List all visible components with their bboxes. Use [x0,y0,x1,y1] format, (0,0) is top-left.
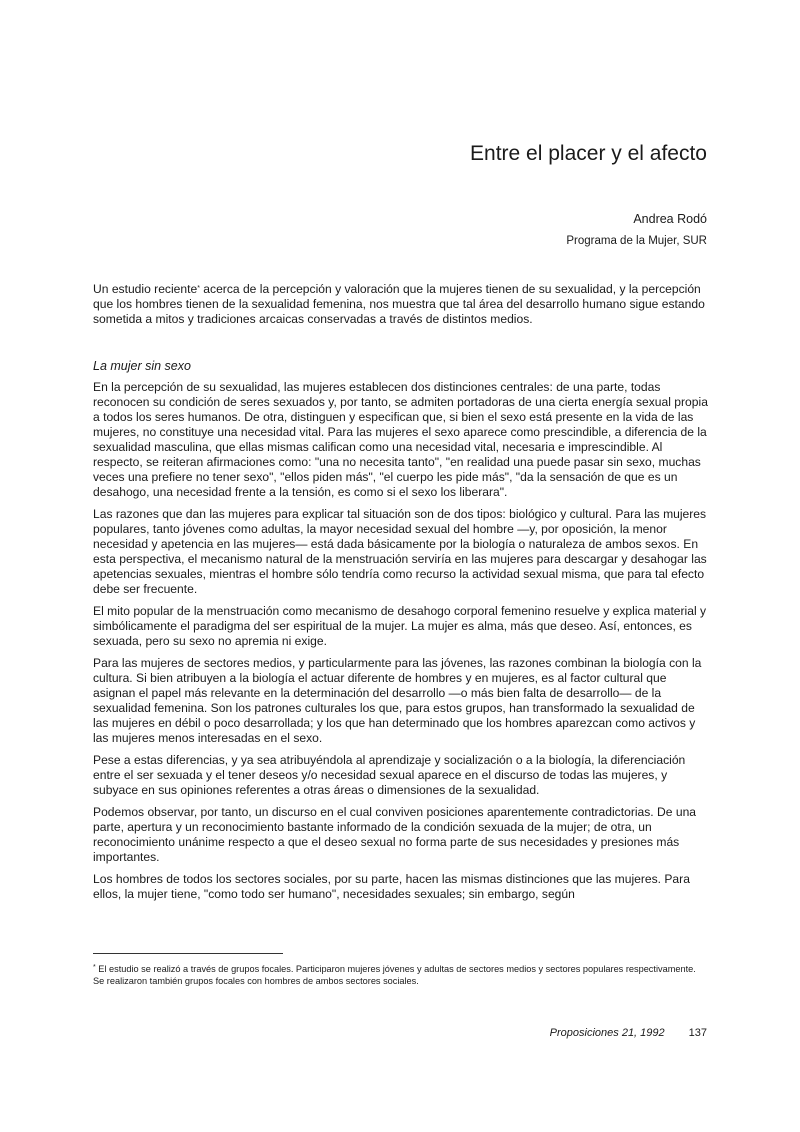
body-paragraph: Los hombres de todos los sectores sociales, por su parte, hacen las mismas distinciones que las mujeres. Para ellos, la mujer tiene, "como todo ser humano", necesidades sexuales; sin embargo, según [93,872,690,901]
author-name: Andrea Rodó [633,212,707,226]
body-paragraph: Las razones que dan las mujeres para explicar tal situación son de dos tipos: biológico y cultural. Para las mujeres populares, tanto jóvenes como adultas, la mayor necesidad sexual del hombre —y, por oposición, la menor necesidad y apetencia en las mujeres— está dada básicamente por la biología o naturaleza de ambos sexos. En esta perspectiva, el mecanismo natural de la menstruación serviría en las mujeres para descargar y desahogar las apetencias sexuales, mientras el hombre sólo tendría como recurso la actividad sexual misma, que para tal efecto debe ser frecuente. [93,507,707,596]
footnote-divider [93,953,283,954]
body-paragraph: Pese a estas diferencias, y ya sea atribuyéndola al aprendizaje y socialización o a la biología, la diferenciación entre el ser sexuada y el tener deseos y/o necesidad sexual aparece en el discurso de todas las mujeres, y subyace en sus opiniones referentes a otras áreas o dimensiones de la sexualidad. [93,753,686,797]
journal-citation: Proposiciones 21, 1992 [549,1027,665,1039]
body-paragraph: En la percepción de su sexualidad, las mujeres establecen dos distinciones centrales: de una parte, todas reconocen su condición de seres sexuados y, por tanto, se admiten portadoras de una cierta energía sexual propia a todos los seres humanos. De otra, distinguen y especifican que, si bien el sexo está presente en la vida de las mujeres, no constituye una necesidad vital. Para las mujeres el sexo aparece como prescindible, a diferencia de la sexualidad masculina, que ellas mismas califican como una necesidad vital, necesaria e imprescindible. Al respecto, se reiteran afirmaciones como: "una no necesita tanto", "en realidad una puede pasar sin sexo, muchas veces una prefiere no tener sexo", "ellos piden más", "el cuerpo les pide más", "da la sensación de que es un desahogo, una necesidad frente a la tensión, es como si el sexo los liberara". [93,380,708,499]
abstract-paragraph [93,281,708,327]
section-heading: La mujer sin sexo [93,359,191,373]
article-title: Entre el placer y el afecto [470,142,707,165]
body-paragraph: El mito popular de la menstruación como mecanismo de desahogo corporal femenino resuelve y explica material y simbólicamente el paradigma del ser espiritual de la mujer. La mujer es alma, más que deseo. Así, entonces, es sexuada, pero su sexo no apremia ni exige. [93,604,707,648]
footnote-reference: * [197,285,200,292]
page-footer [550,1027,707,1039]
abstract-text-rest: acerca de la percepción y valoración que la mujeres tienen de su sexualidad, y la percepción que los hombres tienen de la sexualidad femenina, nos muestra que tal área del desarrollo humano sigue estando sometida a mitos y tradiciones arcaicas conservadas a través de distintos medios. [93,282,705,326]
page-number: 137 [688,1027,707,1039]
abstract-text-start: Un estudio reciente [93,282,198,296]
footnote-text: El estudio se realizó a través de grupos focales. Participaron mujeres jóvenes y adultas de sectores medios y sectores populares respectivamente. Se realizaron también grupos focales con hombres de ambos sectores sociales. [93,964,696,986]
main-body [93,380,708,909]
author-affiliation: Programa de la Mujer, SUR [566,235,707,247]
footnote-marker: * [93,964,96,971]
abstract [93,281,708,327]
body-paragraph: Para las mujeres de sectores medios, y particularmente para las jóvenes, las razones combinan la biología con la cultura. Si bien atribuyen a la biología el actuar diferente de hombres y en mujeres, es al factor cultural que asignan el papel más relevante en la determinación del desarrollo —o más bien falta de desarrollo— de la sexualidad femenina. Son los patrones culturales los que, para estos grupos, han transformado la sexualidad de las mujeres en débil o poco desarrollada; y los que han determinado que los hombres aparezcan como activos y las mujeres menos interesadas en el sexo. [93,656,702,745]
footnote [93,962,708,987]
body-paragraph: Podemos observar, por tanto, un discurso en el cual conviven posiciones aparentemente contradictorias. De una parte, apertura y un reconocimiento bastante informado de la condición sexuada de la mujer; de otra, un reconocimiento unánime respecto a que el deseo sexual no forma parte de sus necesidades y presiones más importantes. [93,805,697,864]
